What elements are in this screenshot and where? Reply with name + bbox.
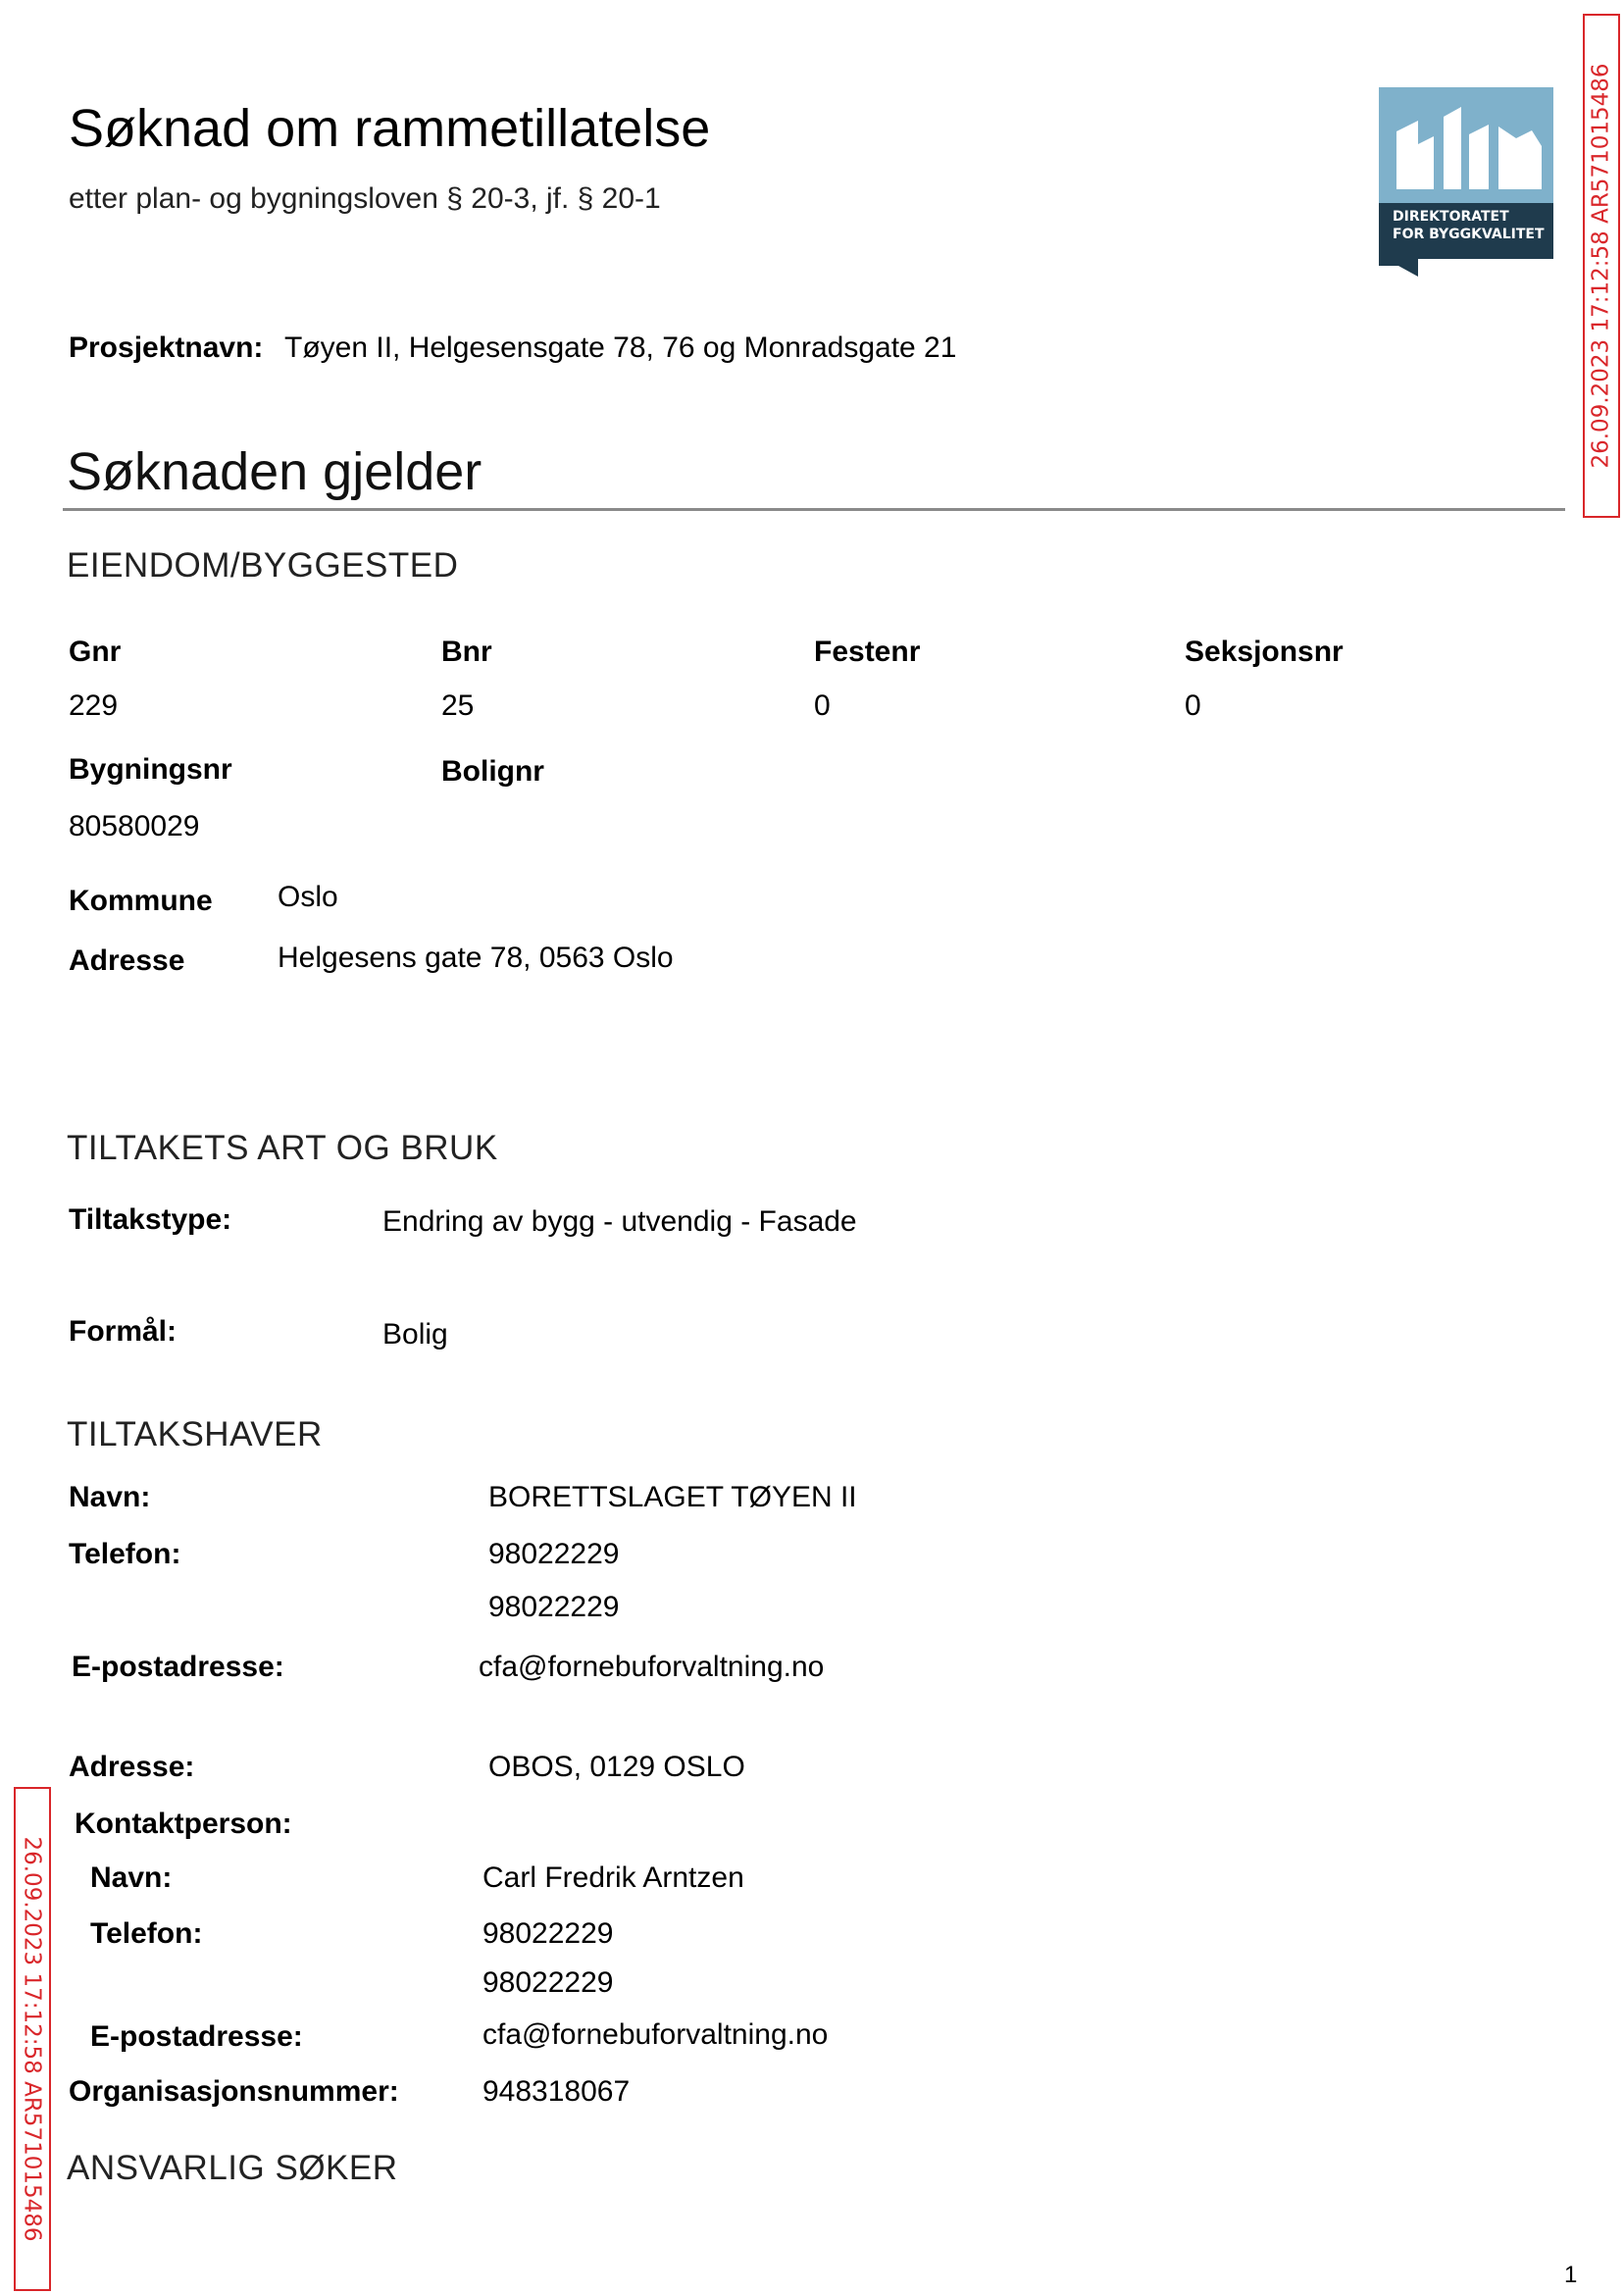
orgnr-label: Organisasjonsnummer:	[69, 2075, 399, 2108]
kontakt-epost-label: E-postadresse:	[90, 2020, 303, 2053]
tiltakshaver-navn-value: BORETTSLAGET TØYEN II	[488, 1481, 857, 1513]
stamp-text: 26.09.2023 17:12:58 AR571015486	[1589, 63, 1614, 469]
tiltakshaver-epost-value: cfa@fornebuforvaltning.no	[479, 1651, 825, 1683]
kommune-label: Kommune	[69, 885, 213, 917]
tiltakshaver-telefon-1: 98022229	[488, 1538, 620, 1570]
gnr-value: 229	[69, 689, 119, 722]
document-title: Søknad om rammetillatelse	[69, 99, 711, 158]
timestamp-stamp-left	[14, 1787, 51, 2291]
kontakt-telefon-label: Telefon:	[90, 1917, 203, 1950]
section-title: Søknaden gjelder	[67, 442, 482, 501]
gnr-label: Gnr	[69, 636, 122, 668]
document-subtitle: etter plan- og bygningsloven § 20-3, jf. § 20-1	[69, 182, 661, 215]
formal-value: Bolig	[382, 1318, 448, 1351]
tiltakshaver-heading: TILTAKSHAVER	[67, 1415, 323, 1453]
tiltakshaver-adresse-value: OBOS, 0129 OSLO	[488, 1751, 745, 1783]
kommune-value: Oslo	[278, 881, 338, 913]
festenr-label: Festenr	[814, 636, 921, 668]
festenr-value: 0	[814, 689, 831, 722]
bygningsnr-value: 80580029	[69, 810, 200, 842]
orgnr-value: 948318067	[482, 2075, 631, 2108]
logo-text-line1: DIREKTORATET	[1393, 209, 1509, 225]
adresse-value: Helgesens gate 78, 0563 Oslo	[278, 942, 674, 974]
kontakt-telefon-2: 98022229	[482, 1966, 614, 1999]
kontakt-navn-value: Carl Fredrik Arntzen	[482, 1861, 744, 1894]
section-divider	[63, 508, 1565, 511]
kontakt-navn-label: Navn:	[90, 1861, 173, 1894]
bnr-value: 25	[441, 689, 475, 722]
timestamp-stamp-right	[1583, 14, 1620, 518]
tiltakshaver-epost-label: E-postadresse:	[72, 1651, 284, 1683]
eiendom-heading: EIENDOM/BYGGESTED	[67, 546, 459, 585]
stamp-text: 26.09.2023 17:12:58 AR571015486	[20, 1836, 45, 2242]
dibk-logo	[1379, 87, 1553, 277]
tiltakshaver-telefon-2: 98022229	[488, 1591, 620, 1623]
project-label: Prosjektnavn:	[69, 331, 264, 364]
seksjonsnr-value: 0	[1185, 689, 1201, 722]
page-number: 1	[1564, 2262, 1578, 2288]
tiltakshaver-adresse-label: Adresse:	[69, 1751, 195, 1783]
project-value: Tøyen II, Helgesensgate 78, 76 og Monradsgate 21	[284, 331, 957, 364]
bnr-label: Bnr	[441, 636, 492, 668]
bygningsnr-label: Bygningsnr	[69, 753, 232, 786]
bolignr-label: Bolignr	[441, 755, 544, 788]
seksjonsnr-label: Seksjonsnr	[1185, 636, 1344, 668]
tiltakshaver-navn-label: Navn:	[69, 1481, 151, 1513]
tiltakstype-value: Endring av bygg - utvendig - Fasade	[382, 1205, 857, 1238]
logo-text-line2: FOR BYGGKVALITET	[1393, 227, 1545, 242]
kontakt-epost-value: cfa@fornebuforvaltning.no	[482, 2018, 829, 2051]
formal-label: Formål:	[69, 1315, 178, 1348]
tiltak-heading: TILTAKETS ART OG BRUK	[67, 1129, 498, 1167]
tiltakstype-label: Tiltakstype:	[69, 1203, 232, 1236]
tiltakshaver-telefon-label: Telefon:	[69, 1538, 181, 1570]
kontaktperson-label: Kontaktperson:	[75, 1808, 292, 1840]
adresse-label: Adresse	[69, 944, 185, 977]
kontakt-telefon-1: 98022229	[482, 1917, 614, 1950]
ansvarlig-soker-heading: ANSVARLIG SØKER	[67, 2149, 398, 2187]
